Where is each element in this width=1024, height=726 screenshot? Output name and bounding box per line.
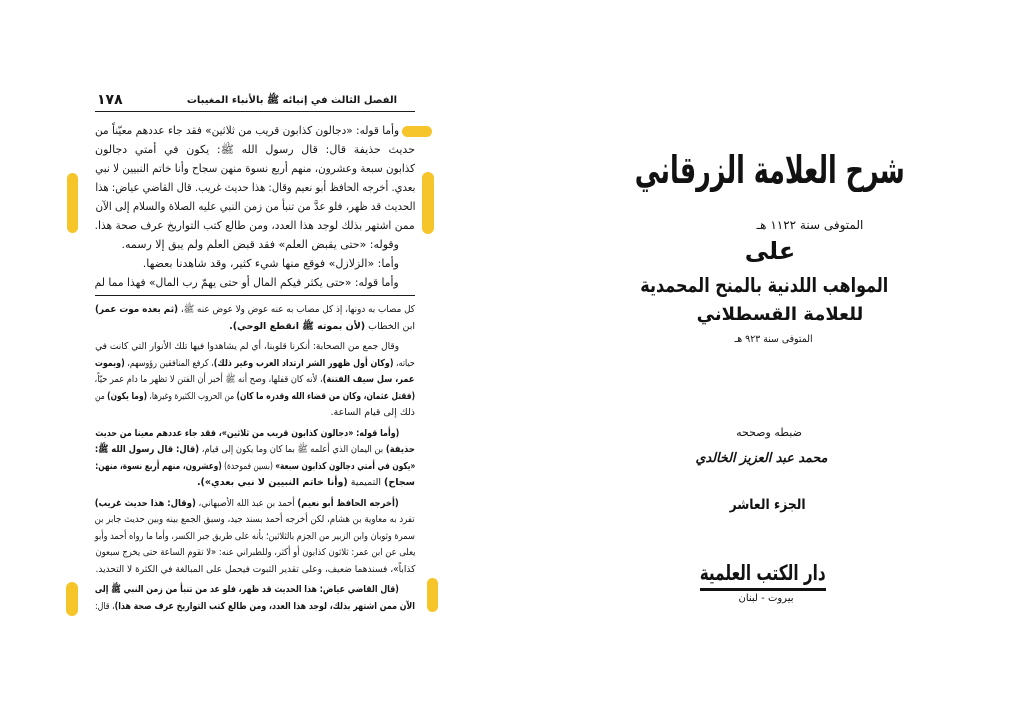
commentary-text [95, 302, 415, 615]
commentary-line [95, 582, 415, 599]
commentary-line [95, 389, 415, 406]
commentary-line-text [95, 442, 415, 459]
commentary-quoted-text: (قال القاضي عياض: هذا الحديث قد ظهر، فلو عد من تنبأ من زمن النبي ﷺ إلى [94, 584, 399, 595]
commentary-line [95, 302, 415, 319]
commentary-text: كل مصاب به دونها، إذ كل مصاب به عنه عوض ولا عوض عنه ﷺ، [178, 304, 415, 315]
main-text-line [95, 254, 415, 273]
commentary-quoted-text: (وبموت [95, 357, 125, 369]
main-text-line [95, 121, 415, 140]
main-text-line [95, 159, 415, 178]
commentary-line [95, 339, 415, 356]
commentary-line-text [330, 407, 415, 418]
commentary-line-text [95, 426, 399, 443]
work-author-text: للعلامة القسطلاني [696, 304, 864, 325]
commentary-quoted-text: عمر، سل سيف الفتنة) [323, 374, 415, 385]
commentary-line-text [95, 459, 415, 476]
publisher-logo [700, 558, 826, 591]
commentary-line-text [95, 512, 415, 529]
commentary-line [95, 372, 415, 389]
commentary-text: تفرد به معاوية بن هشام، لكن أخرجه أحمد بسند جيد، وسبق الجمع بينه وبين حديث جابر بن [94, 514, 415, 525]
main-text-line-text: وأما قوله: «حتى يكثر فيكم المال أو حتى يهمّ رب المال» فهذا مما لم [94, 276, 399, 289]
commentary-line [95, 319, 415, 336]
main-text-line-text: وقوله: «حتى يقبض العلم» فقد قبض العلم ولم يبق إلا رسمه. [121, 238, 399, 251]
running-head [182, 94, 397, 108]
running-head-text: الفصل الثالث في إنبائه ﷺ بالأنباء المغيبات [186, 95, 397, 106]
commentary-line [95, 405, 415, 422]
commentary-text: ، لأنه كان قفلها، وصح أنه ﷺ أخبر أن الفتن لا تظهر ما دام عمر حيّاً، [94, 374, 324, 385]
commentary-line-text [95, 582, 399, 599]
publisher-city-text: بيروت - لبنان [738, 593, 794, 604]
commentary-line [95, 512, 415, 529]
commentary-quoted-text: (قال: قال رسول الله ﷺ: [94, 444, 200, 455]
commentary-quoted-text: (أخرجه الحافظ أبو نعيم) [297, 497, 399, 509]
editor-name [695, 448, 827, 470]
commentary-line-text [95, 599, 415, 616]
commentary-line-text [95, 545, 415, 562]
volume-label [730, 494, 806, 516]
commentary-line [95, 496, 415, 513]
title-connector [740, 237, 800, 265]
main-text-line-text: كذابون سبعة وعشرون، منهم أربع نسوة منهن سجاح وأنا خاتم النبيين لا نبي [95, 162, 415, 175]
commentary-line-text [95, 496, 399, 513]
main-text-line [95, 140, 415, 159]
commentary-text: سمرة وثوبان وابن الزبير من الجزم بالثلاثين؛ بأنه على طريق جبر الكسر، وأما ما رواه أحمد وأبو [94, 530, 415, 542]
main-text-line-text: الحديث قد ظهر، فلو عدَّ من تنبأ من زمن النبي عليه الصلاة والسلام إلى الآن [94, 200, 415, 213]
commentary-quoted-text: (وأنا خاتم النبيين لا نبي بعدي»). [196, 477, 348, 488]
title-page [512, 0, 1024, 726]
main-text-line [95, 178, 415, 197]
main-text-line-text: حديث حذيفة قال: قال رسول الله ﷺ: يكون في أمتي دجالون [95, 143, 415, 156]
title-connector-text: على [744, 237, 796, 265]
commentary-quoted-text: الآن ممن اشتهر بذلك، لوجد هذا العدد، ومن طالع كتب التواريخ عرف صحة هذا) [114, 600, 416, 612]
main-text-line-text: وأما: «الزلازل» فوقع منها شيء كثير، وقد شاهدنا بعضها. [142, 257, 399, 270]
work-title [640, 270, 888, 300]
commentary-text: ، قال: [95, 600, 115, 612]
commentary-quoted-text: (وعشرون، منهم أربع نسوة، منهن: [94, 460, 222, 472]
commentary-text: وقال جمع من الصحابة: أنكرنا قلوبنا، أي لم يشاهدوا فيها تلك الأنوار التي كانت في [95, 341, 399, 352]
edited-by-label [728, 425, 810, 441]
commentary-text: (بسين فموحدة) [221, 460, 275, 472]
commentary-text: أحمد بن عبد الله الأصبهاني، [196, 497, 298, 509]
edited-by-label-text: ضبطه وصححه [736, 426, 802, 439]
commentary-text: من [94, 390, 108, 402]
main-text-line [95, 216, 415, 235]
commentary-quoted-text: (وما يكون) [107, 390, 148, 402]
commentary-quoted-text: (وقال: هذا حديث غريب) [94, 497, 197, 509]
work-author-death-date [735, 332, 813, 348]
commentary-text: حياته، [393, 357, 415, 369]
commentary-line [95, 529, 415, 546]
commentary-line [95, 475, 415, 492]
main-text [95, 121, 415, 292]
commentary-line-text [95, 562, 415, 579]
highlight-mark [422, 172, 434, 234]
commentary-text: كذاباً»، فسندهما ضعيف، وعلى تقدير الثبوت فيحمل على المبالغة في الكثرة لا التحديد. [95, 563, 415, 575]
commentary-quoted-text: حذيفة) [386, 444, 415, 455]
main-text-line-text: ممن اشتهر بذلك لوجد هذا العدد، ومن طالع كتب التواريخ عرف صحة هذا. [94, 219, 415, 232]
commentary-line-text [197, 477, 415, 488]
commentary-line-text [95, 372, 415, 389]
work-author-death-date-text: المتوفى سنة ٩٢٣ هـ [735, 334, 813, 345]
commentary-quoted-text: (لأن بموته ﷺ انقطع الوحي). [229, 320, 366, 332]
commentary-text: من الحروب الكثيرة وغيرها، [147, 390, 237, 402]
book-title [635, 140, 905, 200]
commentary-quoted-text: (ثم بعده موت عمر) [95, 304, 179, 315]
commentary-line-text [95, 389, 415, 406]
commentary-line-text [95, 529, 415, 546]
commentary-line [95, 562, 415, 579]
commentary-quoted-text: (وأما قوله: «دجالون كذابون قريب من ثلاثين»، فقد جاء عددهم معينا من حديث [95, 427, 399, 439]
commentary-text: ابن الخطاب [365, 320, 415, 332]
publisher-name: دار الكتب العلمية [700, 561, 826, 585]
commentary-text: بن اليمان الذي أعلمه ﷺ بما كان وما يكون إلى قيام، [199, 444, 387, 455]
book-title-text: شرح العلامة الزرقاني [635, 148, 905, 192]
author-death-date-text: المتوفى سنة ١١٢٢ هـ [756, 218, 864, 232]
commentary-quoted-text: سجاح) [384, 477, 415, 488]
commentary-line [95, 459, 415, 476]
commentary-quoted-text: (وكان أول ظهور الشر ارتداد العرب وغير ذلك) [213, 357, 394, 369]
footnote-separator [95, 295, 415, 296]
commentary-line [95, 599, 415, 616]
commentary-text: يعلى عن ابن عمر: ثلاثون كذابون أو أكثر، وللطبراني عنه: «لا تقوم الساعة حتى يخرج سبعون [95, 547, 415, 558]
main-text-line-text: وأما قوله: «دجالون كذابون قريب من ثلاثين» فقد جاء عددهم معيّناً من [94, 124, 399, 137]
work-title-text: المواهب اللدنية بالمنح المحمدية [640, 273, 888, 297]
commentary-line [95, 545, 415, 562]
main-text-line [95, 197, 415, 216]
commentary-quoted-text: «يكون في أمتي دجالون كذابون سبعة» [274, 460, 415, 472]
main-text-line [95, 273, 415, 292]
commentary-line-text [95, 302, 415, 319]
author-death-date [745, 217, 875, 233]
highlight-mark [427, 578, 438, 612]
commentary-line-text [95, 339, 399, 356]
main-text-line [95, 235, 415, 254]
page-number: ١٧٨ [97, 92, 123, 108]
commentary-text: ذلك إلى قيام الساعة. [330, 407, 415, 418]
page-header [95, 90, 415, 112]
commentary-line [95, 356, 415, 373]
commentary-text: التميمية [347, 477, 385, 488]
work-author [695, 302, 865, 328]
commentary-quoted-text: (فقتل عثمان، وكان من قضاء الله وقدره ما كان) [236, 390, 415, 402]
commentary-line [95, 426, 415, 443]
publisher-city [725, 592, 807, 606]
main-text-line-text: بعدي. أخرجه الحافظ أبو نعيم وقال: هذا حديث غريب. قال القاضي عياض: هذا [95, 181, 415, 194]
volume-label-text: الجزء العاشر [730, 497, 806, 513]
editor-name-text: محمد عبد العزيز الخالدي [695, 451, 827, 466]
commentary-line [95, 442, 415, 459]
commentary-line-text [95, 356, 415, 373]
commentary-line-text [229, 321, 415, 332]
commentary-text: ، كرفع المنافقين رؤوسهم، [124, 357, 214, 369]
